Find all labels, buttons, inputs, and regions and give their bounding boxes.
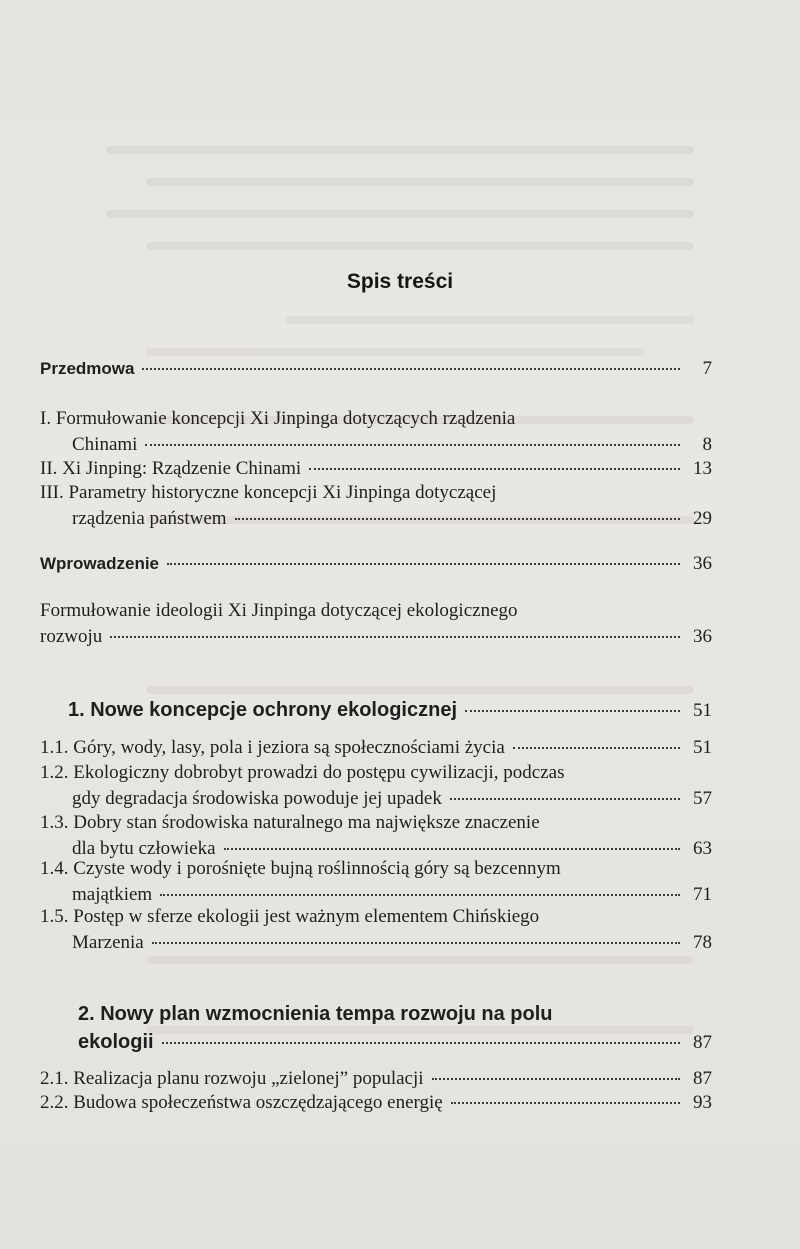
dot-leader <box>160 894 680 896</box>
toc-chapter-1 <box>40 697 712 724</box>
toc-entry-line: 2.1. Realizacja planu rozwoju „zielonej” populacji <box>40 1068 424 1089</box>
toc-entry-line: II. Xi Jinping: Rządzenie Chinami <box>40 458 302 479</box>
dot-leader <box>309 468 680 470</box>
toc-entry <box>40 760 712 812</box>
toc-section-label: Przedmowa <box>40 359 135 378</box>
toc-page-number: 63 <box>693 838 712 859</box>
toc-page-number: 8 <box>702 434 712 455</box>
toc-entry-line: gdy degradacja środowiska powoduje jej upadek <box>72 788 442 809</box>
toc-entry-line: 1.5. Postęp w sferze ekologii jest ważnym elementem Chińskiego <box>40 906 540 927</box>
dot-leader <box>162 1042 680 1044</box>
toc-entry <box>40 735 712 761</box>
dot-leader <box>110 636 680 638</box>
toc-entry <box>40 856 712 908</box>
toc-page-number: 29 <box>693 508 712 529</box>
toc-entry-line: Formułowanie ideologii Xi Jinpinga dotyczącej ekologicznego <box>40 600 518 621</box>
toc-page-number: 87 <box>693 1032 712 1053</box>
toc-chapter-2 <box>40 1000 712 1057</box>
dot-leader <box>167 563 680 565</box>
toc-page-number: 13 <box>693 458 712 479</box>
toc-entry-line: majątkiem <box>72 884 153 905</box>
dot-leader <box>513 747 680 749</box>
toc-page-number: 51 <box>693 737 712 758</box>
toc-entry <box>40 1090 712 1116</box>
toc-page-number: 71 <box>693 884 712 905</box>
dot-leader <box>145 444 680 446</box>
toc-entry-line: Marzenia <box>72 932 144 953</box>
dot-leader <box>451 1102 680 1104</box>
toc-entry-line: 2.2. Budowa społeczeństwa oszczędzającego energię <box>40 1092 443 1113</box>
dot-leader <box>235 518 680 520</box>
toc-page-number: 7 <box>702 358 712 379</box>
toc-entry-line: dla bytu człowieka <box>72 838 216 859</box>
toc-page-number: 93 <box>693 1092 712 1113</box>
toc-page-number: 51 <box>693 700 712 721</box>
toc-entry-line: 1.1. Góry, wody, lasy, pola i jeziora są społecznościami życia <box>40 737 505 758</box>
toc-page-number: 57 <box>693 788 712 809</box>
toc-page-number: 36 <box>693 553 712 574</box>
toc-section-wprowadzenie <box>40 551 712 577</box>
toc-chapter-label: 2. Nowy plan wzmocnienia tempa rozwoju na polu <box>78 1003 553 1025</box>
dot-leader <box>465 710 680 712</box>
toc-chapter-label: 1. Nowe koncepcje ochrony ekologicznej <box>68 699 457 721</box>
toc-entry <box>40 456 712 482</box>
toc-entry-line: Chinami <box>72 434 138 455</box>
toc-section-przedmowa <box>40 356 712 382</box>
dot-leader <box>450 798 680 800</box>
toc-entry-line: I. Formułowanie koncepcji Xi Jinpinga dotyczących rządzenia <box>40 408 516 429</box>
toc-entry <box>40 406 712 458</box>
dot-leader <box>432 1078 680 1080</box>
toc-page-number: 78 <box>693 932 712 953</box>
toc-section-label: Wprowadzenie <box>40 554 160 573</box>
toc-entry <box>40 480 712 532</box>
toc-entry <box>40 904 712 956</box>
dot-leader <box>152 942 680 944</box>
toc-entry-line: III. Parametry historyczne koncepcji Xi Jinpinga dotyczącej <box>40 482 497 503</box>
toc-entry-line: 1.3. Dobry stan środowiska naturalnego ma największe znaczenie <box>40 812 540 833</box>
page-title: Spis treści <box>346 270 454 293</box>
toc-entry-line: rozwoju <box>40 626 103 647</box>
dot-leader <box>142 368 680 370</box>
toc-entry-line: 1.4. Czyste wody i porośnięte bujną roślinnością góry są bezcennym <box>40 858 561 879</box>
dot-leader <box>224 848 680 850</box>
toc-entry <box>40 598 712 650</box>
toc-page-number: 87 <box>693 1068 712 1089</box>
toc-entry <box>40 1066 712 1092</box>
toc-chapter-label: ekologii <box>78 1031 154 1053</box>
toc-entry-line: 1.2. Ekologiczny dobrobyt prowadzi do postępu cywilizacji, podczas <box>40 762 565 783</box>
toc-page-number: 36 <box>693 626 712 647</box>
toc-entry-line: rządzenia państwem <box>72 508 227 529</box>
toc-entry <box>40 810 712 862</box>
